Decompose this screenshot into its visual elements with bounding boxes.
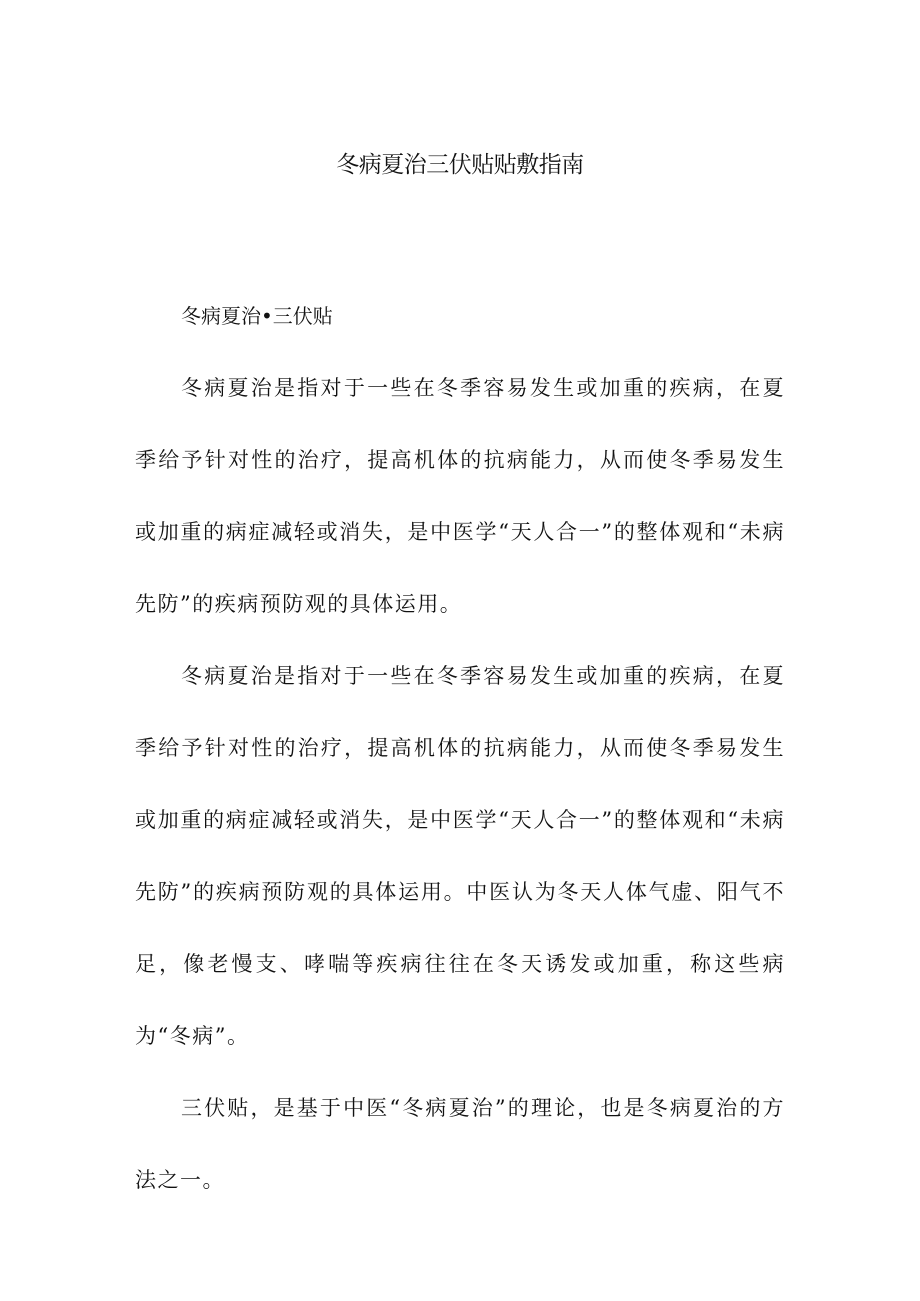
paragraph-3: 三伏贴，是基于中医“冬病夏治”的理论，也是冬病夏治的方法之一。	[135, 1096, 785, 1192]
document-title: 冬病夏治三伏贴贴敷指南	[336, 152, 584, 178]
paragraph-2: 冬病夏治是指对于一些在冬季容易发生或加重的疾病，在夏季给予针对性的治疗，提高机体的抗病能力，从而使冬季易发生或加重的病症减轻或消失，是中医学“天人合一”的整体观和“未病先防”的疾病预防观的具体运用。中医认为冬天人体气虚、阳气不足，像老慢支、哮喘等疾病往往在冬天诱发或加重，称这些病为“冬病”。	[135, 664, 785, 1048]
paragraph-1: 冬病夏治是指对于一些在冬季容易发生或加重的疾病，在夏季给予针对性的治疗，提高机体的抗病能力，从而使冬季易发生或加重的病症减轻或消失，是中医学“天人合一”的整体观和“未病先防”的疾病预防观的具体运用。	[135, 376, 785, 616]
section-subheading: 冬病夏治•三伏贴	[181, 304, 333, 328]
document-body	[135, 280, 785, 1216]
